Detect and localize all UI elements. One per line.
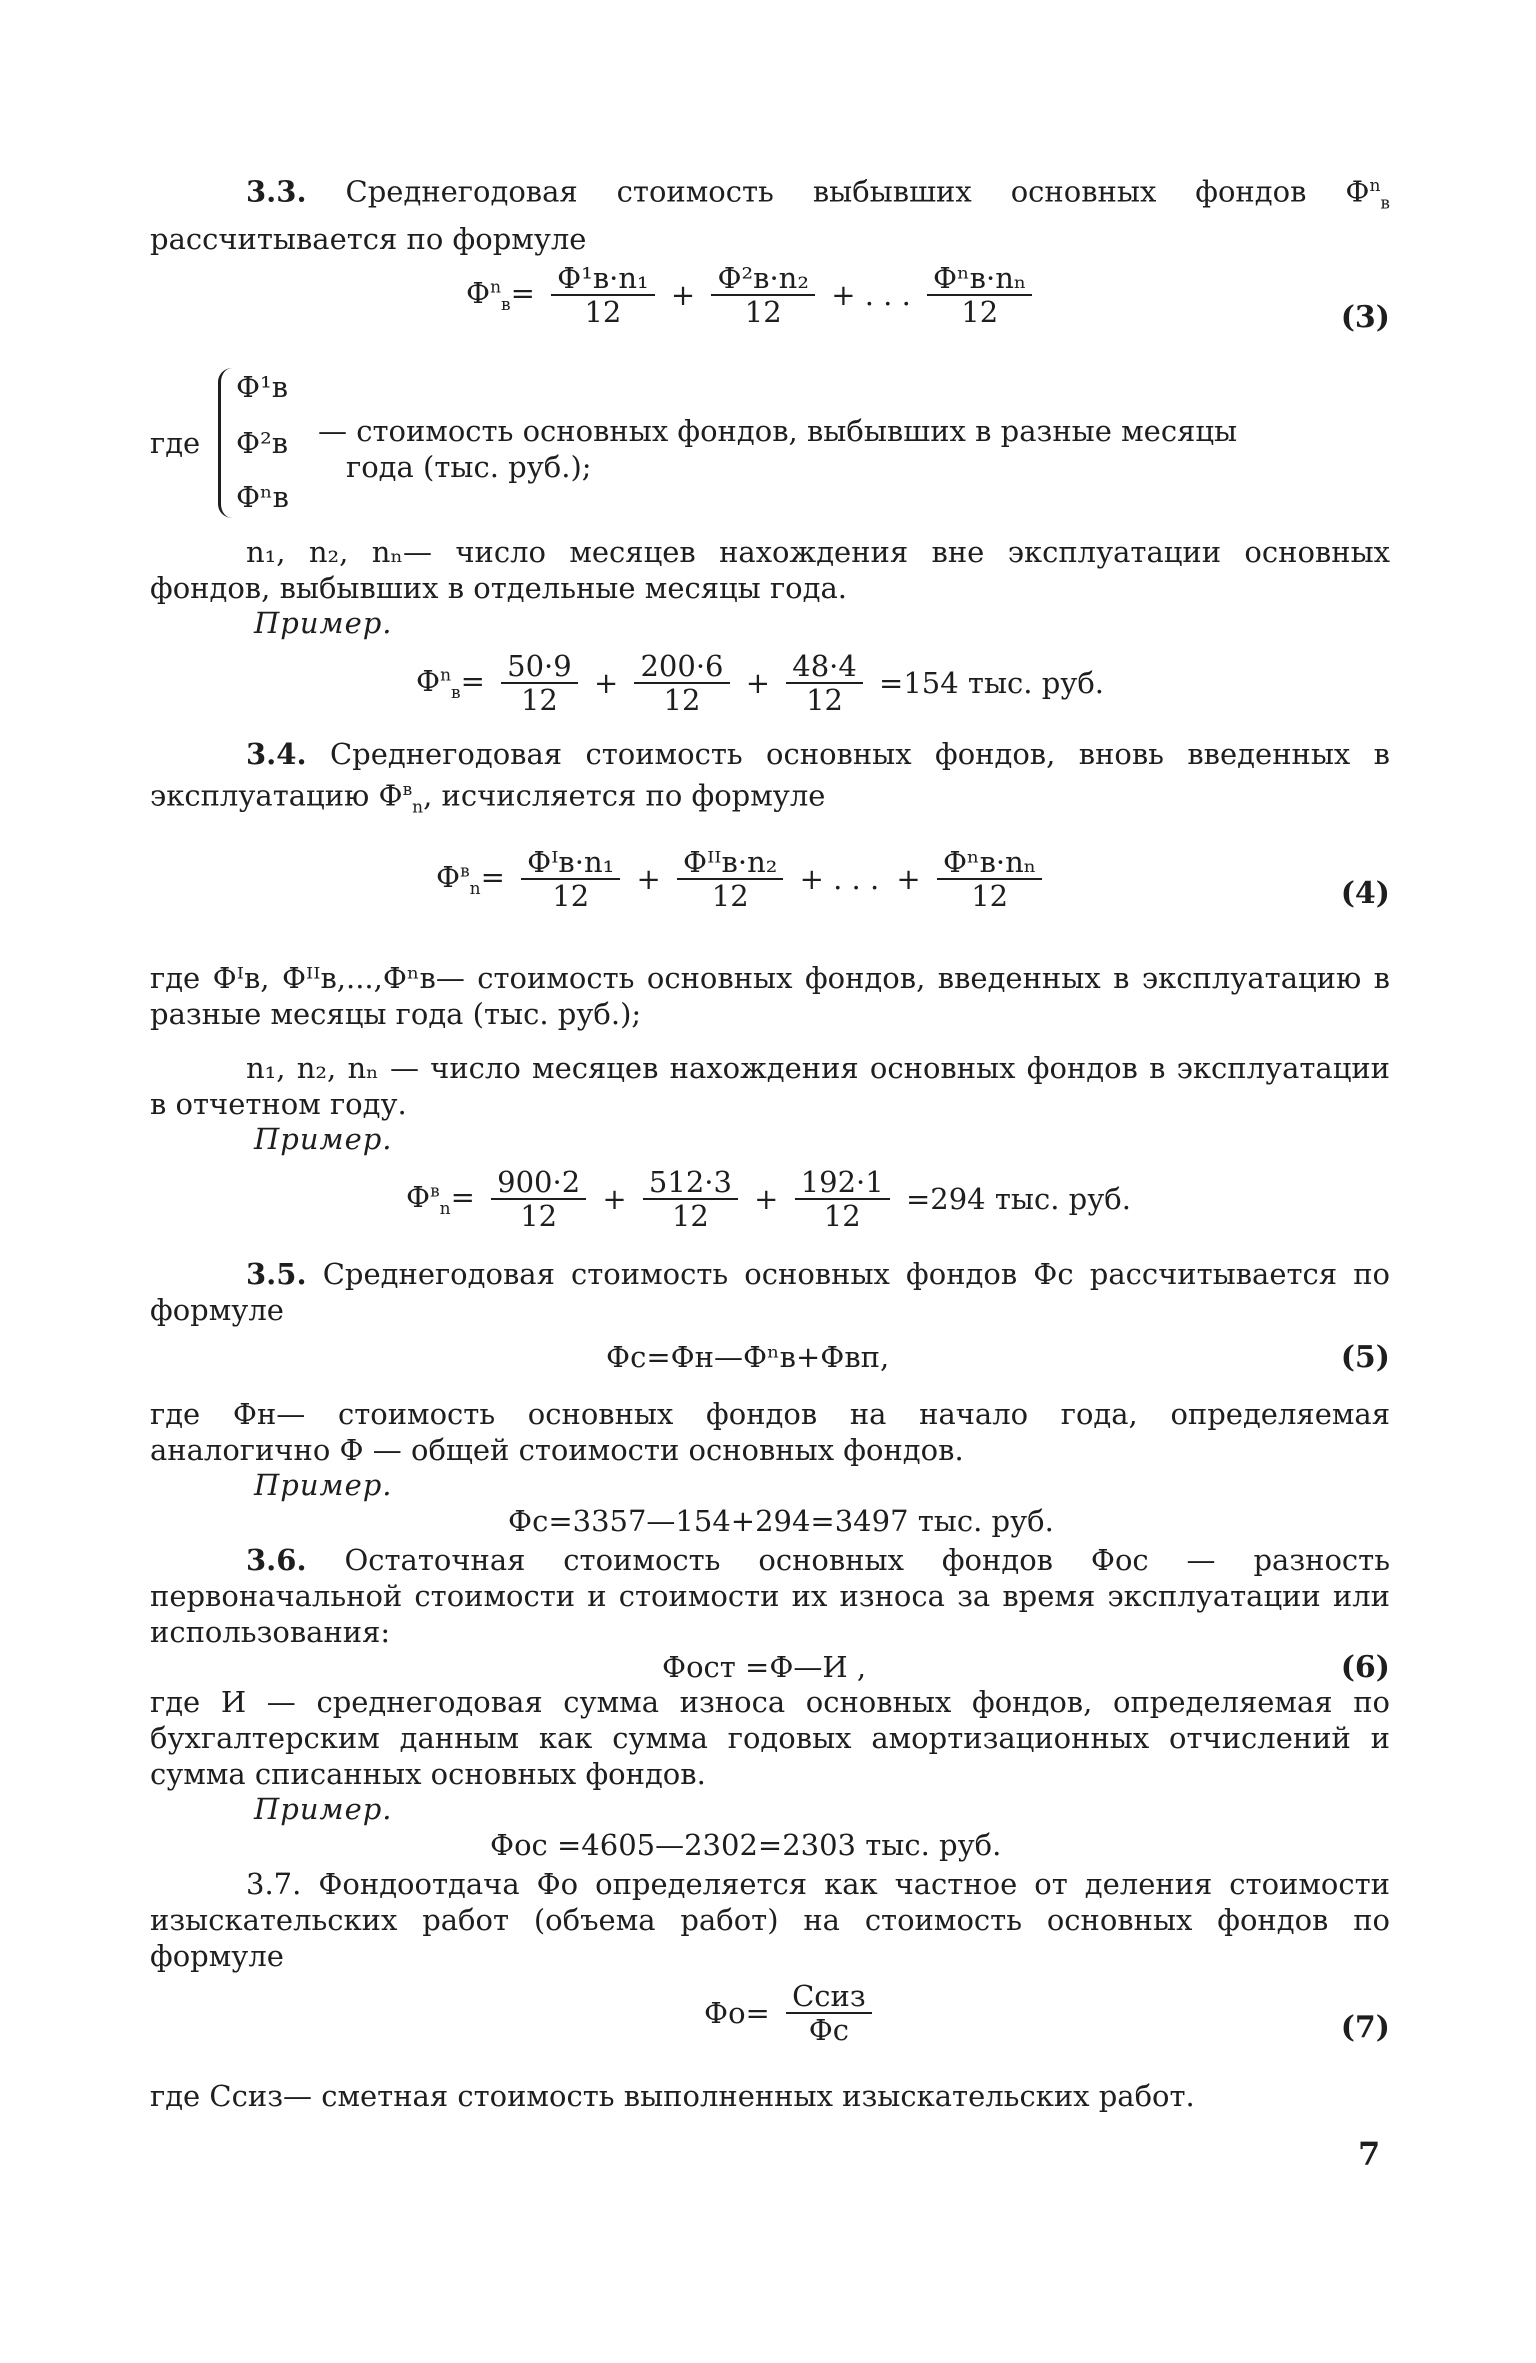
example-formula: Фос =4605—2302=2303 тыс. руб. [490, 1828, 1002, 1862]
fraction-numerator: 900·2 [491, 1166, 586, 1200]
brace-item: Ф¹в [236, 370, 289, 404]
formula-5: Фс=Фн—Фⁿв+Фвп, [606, 1340, 890, 1374]
example-label: Пример. [254, 1468, 393, 1502]
where-text: — стоимость основных фондов, выбывших в разные месяцы [318, 414, 1238, 448]
ellipsis: + . . . [831, 278, 911, 312]
variable-description: n₁, n₂, nₙ — число месяцев нахождения основных фондов в эксплуатации в отчетном году. [150, 1051, 1390, 1121]
fraction-numerator: Фᴵᴵв·n₂ [677, 846, 783, 880]
fraction-numerator: Ф¹в·n₁ [551, 262, 655, 296]
equation-number: (5) [1340, 1340, 1390, 1375]
example-formula: $Ф^в_n=$ $\frac{900\cdot 2}{12}$ + $\frac{512\cdot 3}{12}$ + $\frac{192\cdot 1}{12}$ =294 тыс. руб. [406, 1165, 1131, 1233]
section-tail: рассчитывается по формуле [150, 222, 587, 257]
formula-7 [700, 1980, 875, 2046]
fraction-numerator: 512·3 [643, 1166, 738, 1200]
plus-sign: + [754, 1182, 779, 1216]
where-description: где Фᴵв, Фᴵᴵв,...,Фⁿв— стоимость основных фондов, введенных в эксплуатацию в разные месяцы года (тыс. руб.); [150, 961, 1390, 1031]
plus-sign: + [745, 666, 771, 700]
section-number: 3.5. [246, 1257, 307, 1291]
formula-4: $Ф^в_n=$ Фᴵв·n₁ 12 + Фᴵᴵв·n₂ 12 + . . . + Фⁿв·nₙ 12 [432, 846, 1045, 912]
section-text: Остаточная стоимость основных фондов Фос — разность первоначальной стоимости и стоимости их износа за время эксплуатации или использования: [150, 1543, 1390, 1649]
brace-item: Фⁿв [236, 480, 289, 514]
result: =154 тыс. руб. [879, 666, 1105, 700]
example-label: Пример. [254, 606, 393, 640]
where-description: где Фн— стоимость основных фондов на начало года, определяемая аналогично Ф — общей стоимости основных фондов. [150, 1397, 1390, 1467]
fraction-numerator: Фⁿв·nₙ [937, 846, 1042, 880]
where-text: года (тыс. руб.); [346, 450, 592, 484]
where-description: где Ссиз— сметная стоимость выполненных изыскательских работ. [150, 2079, 1195, 2113]
where-label: где [150, 426, 201, 460]
fraction-denominator: 12 [744, 295, 782, 329]
plus-sign: + [896, 862, 921, 896]
section-number: 3.6. [246, 1543, 307, 1577]
section-3-6-intro [150, 1542, 1390, 1650]
section-3-4-intro: 3.4. Среднегодовая стоимость основных фондов, вновь введенных в эксплуатацию $Ф^в_n$, исчисляется по формуле [150, 737, 1390, 818]
example-formula: Фс=3357—154+294=3497 тыс. руб. [508, 1504, 1054, 1538]
fraction-denominator: 12 [520, 1199, 558, 1233]
section-3-3-intro: 3.3. Среднегодовая стоимость выбывших основных фондов $Ф^n_в$ рассчитывается по формуле [150, 174, 1390, 257]
section-text: Среднегодовая стоимость основных фондов, вновь введенных в эксплуатацию Ф [150, 737, 1390, 813]
fraction-denominator: 12 [961, 295, 999, 329]
formula-lhs: Фо= [704, 1996, 770, 2030]
plus-sign: + [602, 1182, 627, 1216]
equation-number: (4) [1340, 876, 1390, 911]
where-description: где И — среднегодовая сумма износа основных фондов, определяемая по бухгалтерским данным как сумма годовых амортизационных отчислений и сумма списанных основных фондов. [150, 1685, 1390, 1791]
fraction-numerator: Ф²в·n₂ [711, 262, 815, 296]
section-number: 3.4. [246, 737, 307, 771]
section-text: Среднегодовая стоимость выбывших основных фондов Ф [345, 174, 1370, 209]
section-tail: , исчисляется по формуле [423, 778, 826, 813]
section-3-5-intro [150, 1256, 1390, 1328]
plus-sign: + [593, 666, 619, 700]
fraction-denominator: 12 [823, 1199, 861, 1233]
fraction-denominator: 12 [711, 879, 749, 913]
section-number: 3.7. [246, 1867, 302, 1901]
fraction-denominator: Фс [808, 2013, 850, 2047]
page-number: 7 [1358, 2135, 1381, 2173]
formula-6: Фост =Ф—И , [662, 1650, 867, 1684]
equation-number: (6) [1340, 1650, 1390, 1685]
ellipsis: + . . . [799, 862, 880, 896]
fraction-numerator: 200·6 [634, 650, 729, 684]
fraction-denominator: 12 [552, 879, 590, 913]
fraction-numerator: 192·1 [795, 1166, 890, 1200]
equation-number: (7) [1340, 2010, 1390, 2045]
section-number: 3.3. [246, 174, 307, 209]
formula-3: $Ф^n_в=$ Ф¹в·n₁ 12 + Ф²в·n₂ 12 + . . . Фⁿв·nₙ 12 [462, 262, 1035, 328]
variable-description: n₁, n₂, nₙ— число месяцев нахождения вне эксплуатации основных фондов, выбывших в отдельные месяцы года. [150, 535, 1390, 605]
example-label: Пример. [254, 1792, 393, 1826]
fraction-denominator: 12 [671, 1199, 709, 1233]
fraction-numerator: Фᴵв·n₁ [521, 846, 620, 880]
example-label: Пример. [254, 1122, 393, 1156]
brace-icon [218, 368, 235, 518]
brace-item: Ф²в [236, 426, 289, 460]
result: =294 тыс. руб. [905, 1182, 1131, 1216]
equation-number: (3) [1340, 300, 1390, 335]
fraction-numerator: 50·9 [501, 650, 578, 684]
section-3-7-intro [150, 1866, 1390, 1974]
fraction-denominator: 12 [971, 879, 1009, 913]
fraction-denominator: 12 [584, 295, 622, 329]
fraction-numerator: Фⁿв·nₙ [927, 262, 1032, 296]
fraction-denominator: 12 [806, 683, 843, 717]
fraction-denominator: 12 [520, 683, 558, 717]
example-formula: $Ф^n_в=$ $\frac{50\cdot 9}{12}$ + $\frac{200\cdot 6}{12}$ + $\frac{48\cdot 4}{12}$ =154 тыс. руб. [416, 649, 1105, 717]
fraction-numerator: Ссиз [786, 1980, 872, 2014]
plus-sign: + [670, 278, 696, 312]
plus-sign: + [636, 862, 661, 896]
fraction-denominator: 12 [663, 683, 701, 717]
fraction-numerator: 48·4 [786, 650, 863, 684]
section-text: Среднегодовая стоимость основных фондов Фс рассчитывается по формуле [150, 1257, 1391, 1327]
section-text: Фондоотдача Фо определяется как частное от деления стоимости изыскательских работ (объема работ) на стоимость основных фондов по формуле [150, 1867, 1390, 1973]
